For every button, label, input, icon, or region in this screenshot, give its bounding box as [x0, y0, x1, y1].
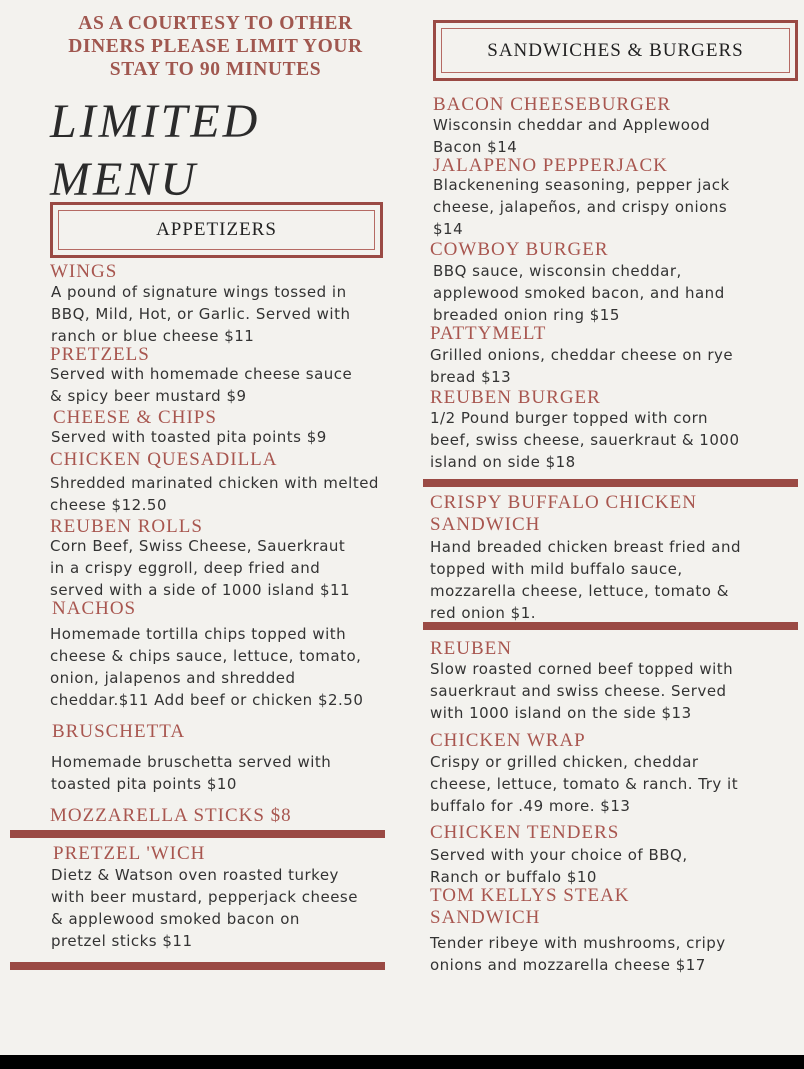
- desc-line: Bacon $14: [433, 138, 518, 156]
- desc-line: Served with toasted pita points $9: [51, 428, 327, 446]
- item-title-pattymelt: PATTYMELT: [430, 323, 547, 344]
- item-title-pretzels: PRETZELS: [50, 344, 150, 365]
- desc-line: & applewood smoked bacon on: [51, 910, 300, 928]
- desc-line: cheese, lettuce, tomato & ranch. Try it: [430, 775, 739, 793]
- desc-line: $14: [433, 220, 464, 238]
- bottom-bar: [0, 1055, 804, 1069]
- item-title-pretzel-wich: PRETZEL 'WICH: [53, 843, 206, 864]
- item-desc-cowboy: [433, 260, 725, 326]
- title-line: TOM KELLYS STEAK: [430, 885, 630, 906]
- item-desc-chicken-wrap: [430, 751, 738, 817]
- menu-title-line1: LIMITED: [50, 95, 261, 148]
- item-title-buffalo: [430, 492, 697, 536]
- desc-line: cheese & chips sauce, lettuce, tomato,: [50, 647, 362, 665]
- item-title-chicken-wrap: CHICKEN WRAP: [430, 730, 586, 751]
- desc-line: with beer mustard, pepperjack cheese: [51, 888, 358, 906]
- item-desc-wings: [51, 281, 350, 347]
- item-title-jalapeno: JALAPENO PEPPERJACK: [433, 155, 668, 176]
- item-title-cowboy: COWBOY BURGER: [430, 239, 609, 260]
- desc-line: with 1000 island on the side $13: [430, 704, 692, 722]
- item-desc-buffalo: [430, 536, 741, 624]
- item-title-nachos: NACHOS: [52, 598, 137, 619]
- desc-line: Homemade tortilla chips topped with: [50, 625, 347, 643]
- desc-line: breaded onion ring $15: [433, 306, 620, 324]
- item-desc-pretzels: [50, 363, 352, 407]
- courtesy-line: DINERS PLEASE LIMIT YOUR: [68, 36, 363, 57]
- sandwiches-heading: SANDWICHES & BURGERS: [441, 28, 790, 73]
- desc-line: Blackenening seasoning, pepper jack: [433, 176, 730, 194]
- desc-line: Corn Beef, Swiss Cheese, Sauerkraut: [50, 537, 346, 555]
- item-title-bruschetta: BRUSCHETTA: [52, 721, 186, 742]
- desc-line: mozzarella cheese, lettuce, tomato &: [430, 582, 729, 600]
- desc-line: & spicy beer mustard $9: [50, 387, 247, 405]
- courtesy-line: STAY TO 90 MINUTES: [109, 59, 322, 80]
- item-desc-bacon-cheeseburger: [433, 114, 710, 158]
- desc-line: island on side $18: [430, 453, 576, 471]
- courtesy-line: AS A COURTESY TO OTHER: [78, 13, 353, 34]
- desc-line: red onion $1.: [430, 604, 537, 622]
- item-desc-bruschetta: [51, 751, 331, 795]
- item-desc-chicken-tenders: [430, 844, 688, 888]
- item-desc-pretzel-wich: [51, 864, 358, 952]
- title-line: SANDWICH: [430, 514, 541, 535]
- item-desc-reuben-rolls: [50, 535, 350, 601]
- desc-line: Tender ribeye with mushrooms, cripy: [430, 934, 726, 952]
- section-divider: [10, 962, 385, 970]
- desc-line: Slow roasted corned beef topped with: [430, 660, 734, 678]
- title-line: CRISPY BUFFALO CHICKEN: [430, 492, 697, 513]
- desc-line: cheddar.$11 Add beef or chicken $2.50: [50, 691, 364, 709]
- item-desc-steak-sandwich: [430, 932, 726, 976]
- desc-line: BBQ sauce, wisconsin cheddar,: [433, 262, 682, 280]
- item-title-bacon-cheeseburger: BACON CHEESEBURGER: [433, 94, 672, 115]
- desc-line: Ranch or buffalo $10: [430, 868, 597, 886]
- appetizers-heading: APPETIZERS: [58, 210, 375, 250]
- item-desc-pattymelt: [430, 344, 733, 388]
- desc-line: served with a side of 1000 island $11: [50, 581, 351, 599]
- desc-line: in a crispy eggroll, deep fried and: [50, 559, 321, 577]
- desc-line: Shredded marinated chicken with melted: [50, 474, 379, 492]
- desc-line: buffalo for .49 more. $13: [430, 797, 631, 815]
- desc-line: Crispy or grilled chicken, cheddar: [430, 753, 699, 771]
- item-title-reuben-rolls: REUBEN ROLLS: [50, 516, 203, 537]
- item-title-quesadilla: CHICKEN QUESADILLA: [50, 449, 278, 470]
- desc-line: Served with homemade cheese sauce: [50, 365, 353, 383]
- desc-line: cheese $12.50: [50, 496, 168, 514]
- desc-line: sauerkraut and swiss cheese. Served: [430, 682, 727, 700]
- desc-line: A pound of signature wings tossed in: [51, 283, 347, 301]
- item-title-reuben-burger: REUBEN BURGER: [430, 387, 601, 408]
- section-divider: [423, 622, 798, 630]
- desc-line: topped with mild buffalo sauce,: [430, 560, 683, 578]
- item-title-chicken-tenders: CHICKEN TENDERS: [430, 822, 620, 843]
- desc-line: Grilled onions, cheddar cheese on rye: [430, 346, 734, 364]
- desc-line: applewood smoked bacon, and hand: [433, 284, 725, 302]
- item-desc-reuben-burger: [430, 407, 739, 473]
- desc-line: cheese, jalapeños, and crispy onions: [433, 198, 728, 216]
- desc-line: Dietz & Watson oven roasted turkey: [51, 866, 339, 884]
- item-desc-cheese-chips: [51, 426, 327, 448]
- section-divider: [10, 830, 385, 838]
- item-desc-jalapeno: [433, 174, 730, 240]
- desc-line: ranch or blue cheese $11: [51, 327, 255, 345]
- item-title-steak-sandwich: [430, 885, 630, 929]
- item-title-mozzarella: MOZZARELLA STICKS $8: [50, 805, 292, 826]
- menu-title-line2: MENU: [50, 153, 198, 206]
- title-line: SANDWICH: [430, 907, 541, 928]
- desc-line: 1/2 Pound burger topped with corn: [430, 409, 709, 427]
- desc-line: onions and mozzarella cheese $17: [430, 956, 706, 974]
- desc-line: toasted pita points $10: [51, 775, 237, 793]
- desc-line: bread $13: [430, 368, 512, 386]
- appetizers-heading-box: [50, 202, 383, 258]
- desc-line: Served with your choice of BBQ,: [430, 846, 688, 864]
- desc-line: Hand breaded chicken breast fried and: [430, 538, 742, 556]
- item-desc-quesadilla: [50, 472, 379, 516]
- desc-line: Wisconsin cheddar and Applewood: [433, 116, 711, 134]
- desc-line: BBQ, Mild, Hot, or Garlic. Served with: [51, 305, 351, 323]
- item-title-reuben: REUBEN: [430, 638, 512, 659]
- section-divider: [423, 479, 798, 487]
- sandwiches-heading-box: [433, 20, 798, 81]
- courtesy-notice: [48, 12, 383, 81]
- item-desc-nachos: [50, 623, 363, 711]
- item-title-wings: WINGS: [50, 261, 118, 282]
- item-desc-reuben: [430, 658, 733, 724]
- desc-line: Homemade bruschetta served with: [51, 753, 332, 771]
- desc-line: pretzel sticks $11: [51, 932, 193, 950]
- desc-line: onion, jalapenos and shredded: [50, 669, 296, 687]
- item-title-cheese-chips: CHEESE & CHIPS: [53, 407, 217, 428]
- desc-line: beef, swiss cheese, sauerkraut & 1000: [430, 431, 740, 449]
